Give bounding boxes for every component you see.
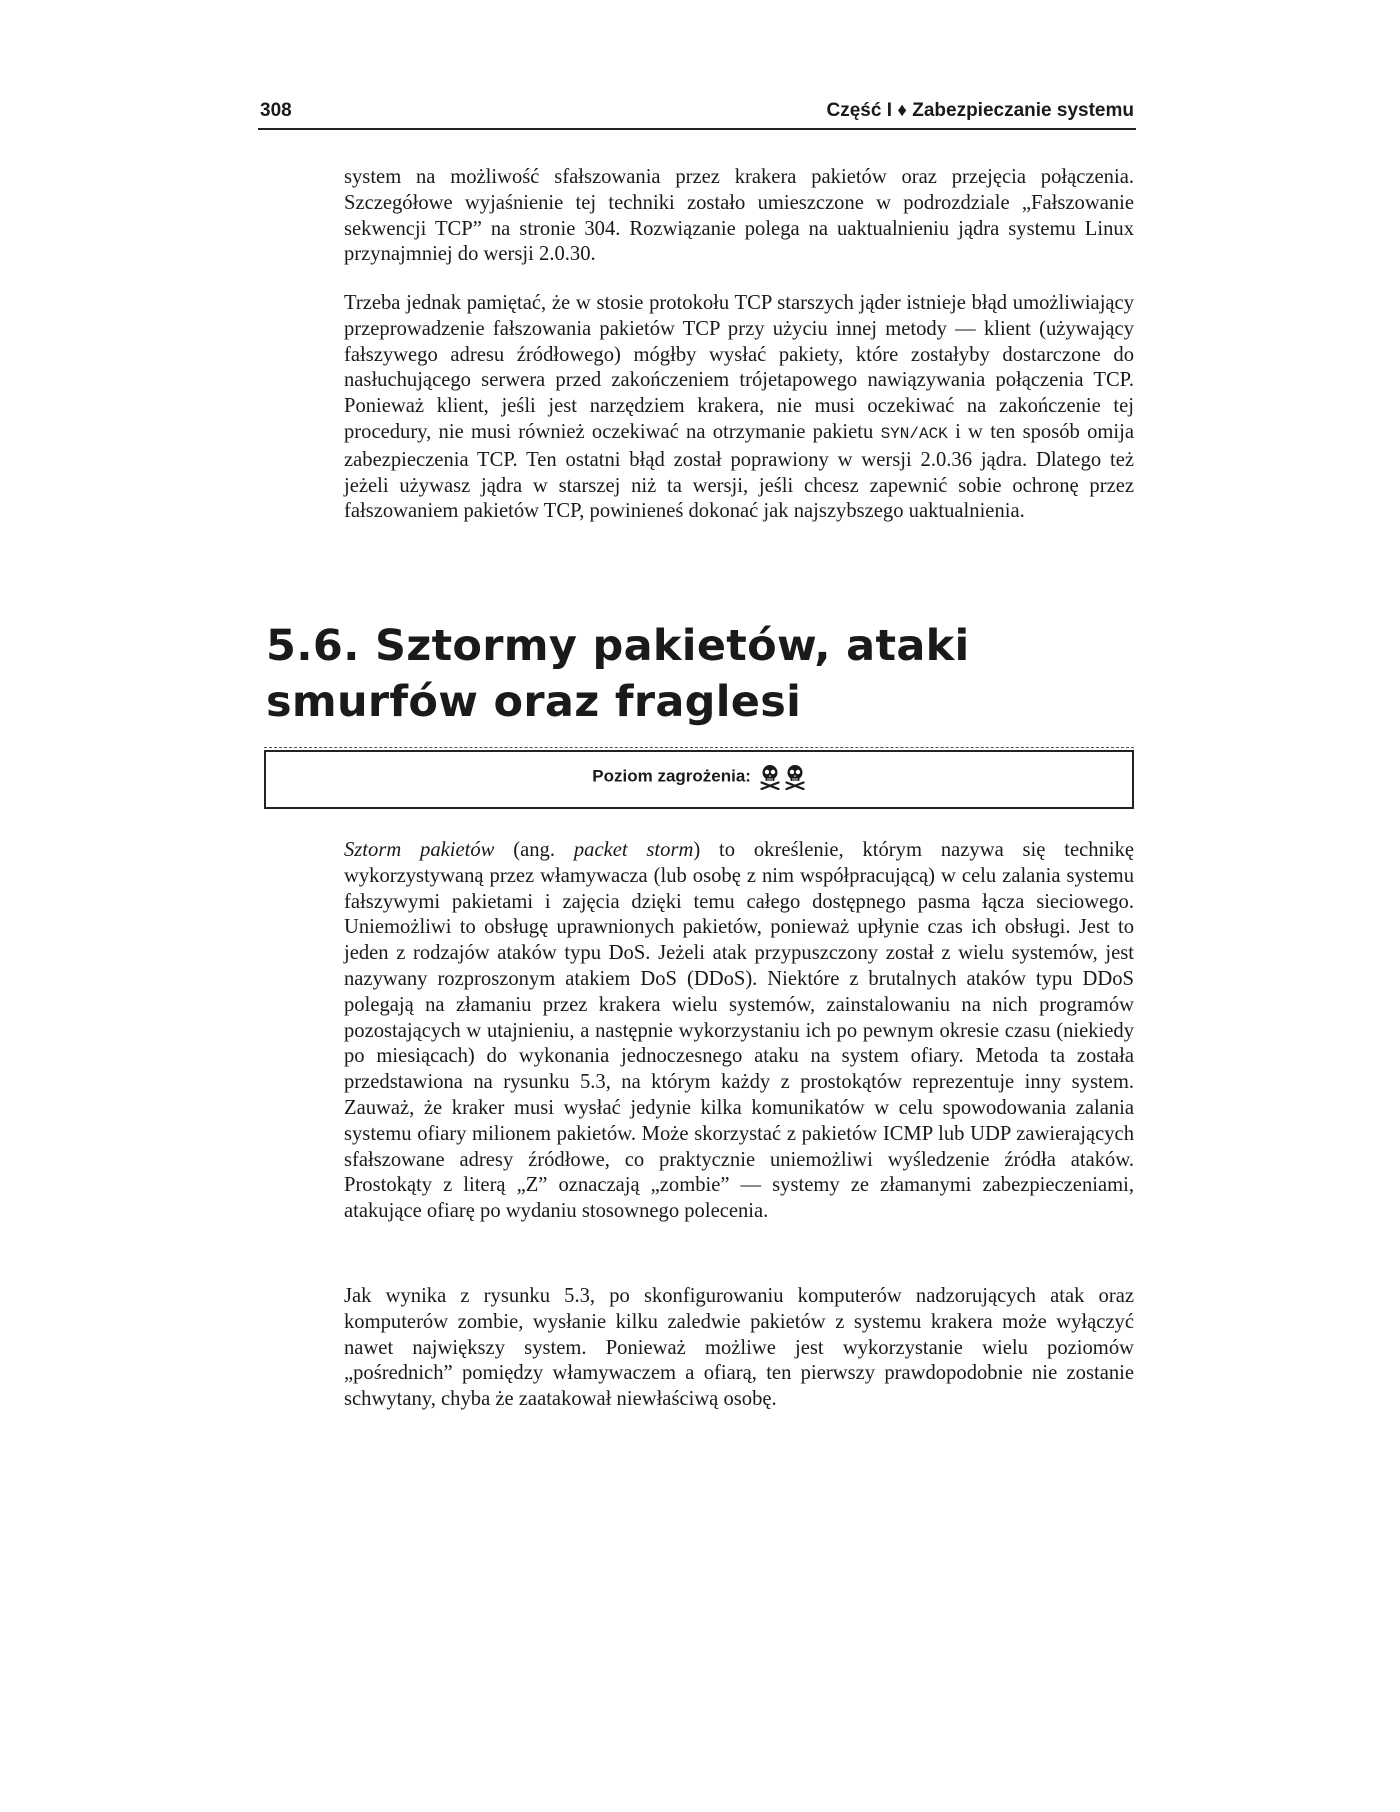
threat-level-icons [756,766,806,785]
skull-crossbones-icon [784,764,806,790]
paragraph-3-body: ) to określenie, którym nazywa się technikę wykorzystywaną przez włamywacza (lub osobę z nim współpracującą) w celu zalania systemu fałszywymi pakietami i zajęcia dzięki temu całego dostępnego pasma łącza sieciowego. Uniemożliwi to obsługę uprawnionych pakietów, ponieważ upłynie czas ich obsługi. Jest to jeden z rodzajów ataków typu DoS. Jeżeli atak przypuszczony został z wielu systemów, jest nazywany rozproszonym atakiem DoS (DDoS). Niektóre z brutalnych ataków typu DDoS polegają na złamaniu przez krakera wielu systemów, zainstalowaniu na nich programów pozostających w utajnieniu, a następnie wykorzystaniu ich po pewnym okresie czasu (niekiedy po miesiącach) do wykonania jednoczesnego ataku na system ofiary. Metoda ta została przedstawiona na rysunku 5.3, na którym każdy z prostokątów reprezentuje inny system. Zauważ, że kraker musi wysłać jedynie kilka komunikatów w celu spowodowania zalania systemu ofiary milionem pakietów. Może skorzystać z pakietów ICMP lub UDP zawierających sfałszowane adresy źródłowe, co praktycznie uniemożliwi wyśledzenie źródła ataków. Prostokąty z literą „Z” oznaczają „zombie” — systemy ze złamanymi zabezpieczeniami, atakujące ofiarę po wydaniu stosownego polecenia. [344,839,1135,1223]
paragraph-3-text [344,838,1134,1225]
threat-level-label: Poziom zagrożenia: [592,766,751,786]
threat-level-box [264,750,1134,809]
paragraph-1-text: system na możliwość sfałszowania przez krakera pakietów oraz przejęcia połączenia. Szczegółowe wyjaśnienie tej techniki zostało umieszczone w podrozdziale „Fałszowanie sekwencji TCP” na stronie 304. Rozwiązanie polega na uaktualnieniu jądra systemu Linux przynajmniej do wersji 2.0.30. [344,166,1134,266]
skull-crossbones-icon [759,764,781,790]
paragraph-2-text-before: Trzeba jednak pamiętać, że w stosie protokołu TCP starszych jąder istnieje błąd umożliwiający przeprowadzenie fałszowania pakietów TCP przy użyciu innej metody — klient (używający fałszywego adresu źródłowego) mógłby wysłać pakiety, które zostałyby dostarczone do nasłuchującego serwera przed zakończeniem trójetapowego nawiązywania połączenia TCP. Ponieważ klient, jeśli jest narzędziem krakera, nie musi oczekiwać na zakończenie tej procedury, nie musi również oczekiwać na otrzymanie pakietu [344,292,1134,443]
paragraph-2-text-after: i w ten sposób omija zabezpieczenia TCP. Ten ostatni błąd został poprawiony w wersji 2.0.36 jądra. Dlatego też jeżeli używasz jądra w starszej niż ta wersji, jeśli chcesz zapewnić sobie ochronę przez fałszowaniem pakietów TCP, powinieneś dokonać jak najszybszego uaktualnienia. [344,420,1135,523]
term-prefix: (ang. [513,839,555,861]
page-number: 308 [260,100,292,121]
running-head: Część I ♦ Zabezpieczanie systemu [826,100,1134,121]
paragraph-4 [344,1284,1134,1413]
paragraph-3 [344,838,1134,1225]
paragraph-1 [344,165,1134,268]
paragraph-2-text [344,291,1134,525]
code-syn-ack: SYN/ACK [880,424,948,443]
term-packet-storm-en: packet storm [573,839,694,861]
section-heading: 5.6. Sztormy pakietów, ataki smurfów oraz fraglesi [266,621,970,727]
term-packet-storm: Sztorm pakietów [344,839,495,861]
page-header [258,98,1136,130]
paragraph-2 [344,291,1134,525]
paragraph-4-text: Jak wynika z rysunku 5.3, po skonfigurowaniu komputerów nadzorujących atak oraz komputerów zombie, wysłanie kilku zaledwie pakietów z systemu krakera może wyłączyć nawet największy system. Ponieważ możliwe jest wykorzystanie wielu poziomów „pośrednich” pomiędzy włamywaczem a ofiarą, ten pierwszy prawdopodobnie nie zostanie schwytany, chyba że zaatakował niewłaściwą osobę. [344,1285,1134,1411]
threat-level-row [266,764,1132,790]
